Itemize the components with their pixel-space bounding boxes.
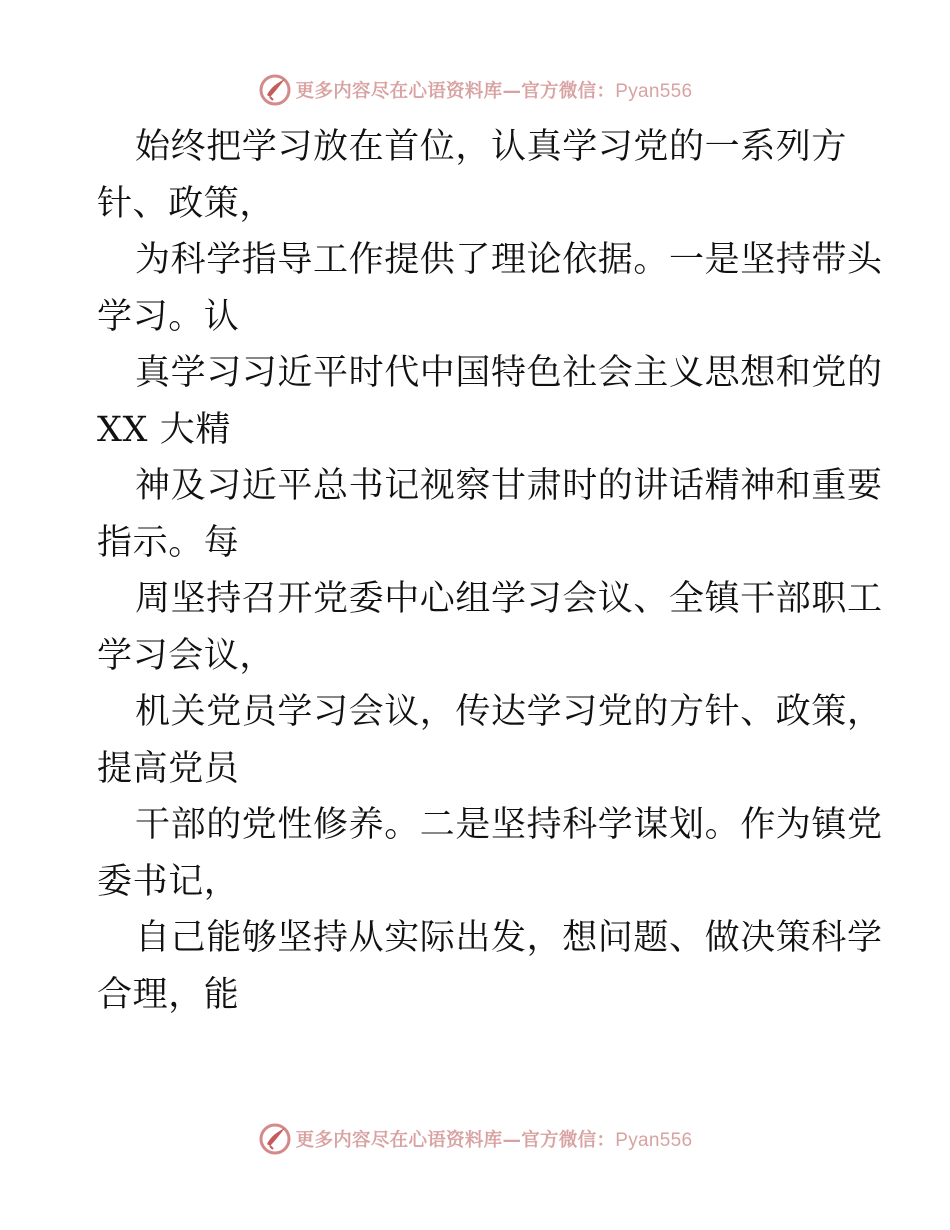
paragraph-4: 神及习近平总书记视察甘肃时的讲话精神和重要 指示。每 <box>97 466 883 563</box>
watermark-text: 更多内容尽在心语资料库—官方微信：Pyan556 <box>295 81 693 102</box>
paragraph-7: 干部的党性修养。二是坚持科学谋划。作为镇党 委书记， <box>97 805 883 902</box>
paragraph-6: 机关党员学习会议，传达学习党的方针、政策， 提高党员 <box>97 692 883 789</box>
paragraph-5: 周坚持召开党委中心组学习会议、全镇干部职工 学习会议， <box>97 579 883 676</box>
watermark-logo-icon <box>258 1122 292 1156</box>
paragraph-8: 自己能够坚持从实际出发，想问题、做决策科学 合理，能 <box>97 918 883 1015</box>
document-body <box>97 119 883 1023</box>
paragraph-1: 始终把学习放在首位，认真学习党的一系列方 针、政策， <box>97 127 848 224</box>
watermark-logo-icon <box>258 73 292 107</box>
paragraph-2: 为科学指导工作提供了理论依据。一是坚持带头 学习。认 <box>97 240 883 337</box>
paragraph-3: 真学习习近平时代中国特色社会主义思想和党的 XX 大精 <box>97 353 883 450</box>
header-watermark <box>0 70 950 110</box>
footer-watermark <box>0 1119 950 1159</box>
watermark-text: 更多内容尽在心语资料库—官方微信：Pyan556 <box>295 1130 693 1151</box>
